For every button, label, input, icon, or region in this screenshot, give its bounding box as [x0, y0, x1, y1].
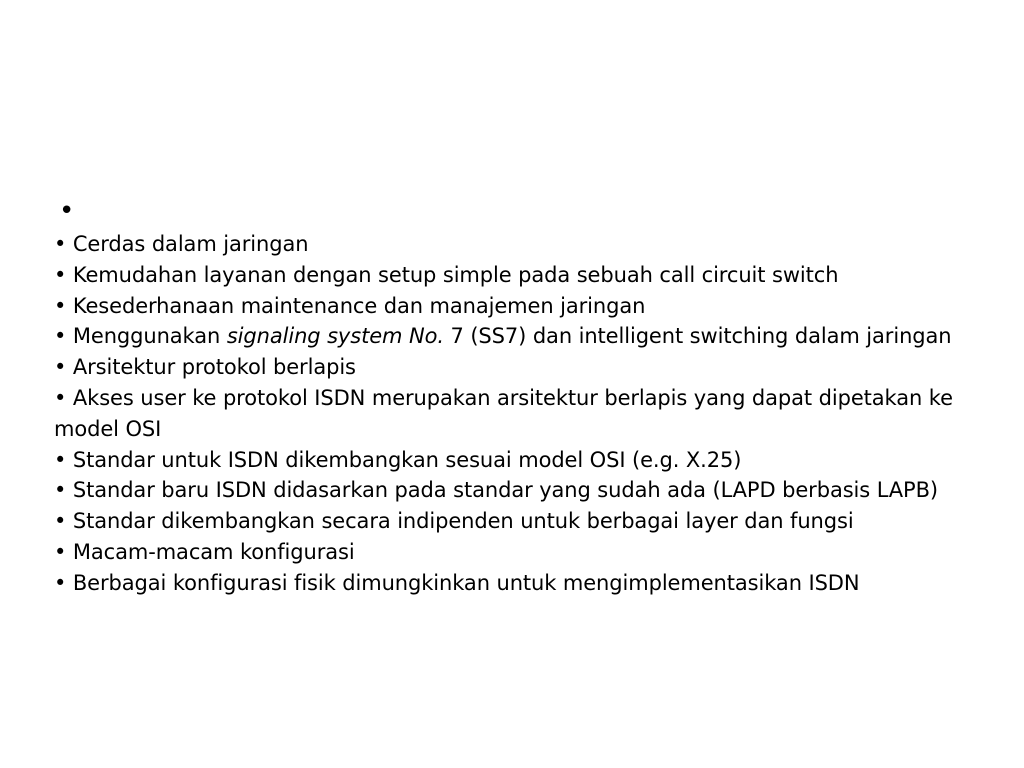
list-item: • Kesederhanaan maintenance dan manajemen jaringan — [54, 293, 646, 318]
list-item: • Standar untuk ISDN dikembangkan sesuai model OSI (e.g. X.25) — [54, 447, 742, 472]
list-item: • Standar baru ISDN didasarkan pada standar yang sudah ada (LAPD berbasis LAPB) — [54, 478, 939, 503]
list-item: • Standar dikembangkan secara indipenden untuk berbagai layer dan fungsi — [54, 509, 854, 534]
list-item: • Kemudahan layanan dengan setup simple pada sebuah call circuit switch — [54, 262, 839, 287]
list-item: • Arsitektur protokol berlapis — [54, 355, 356, 380]
list-item: • Macam-macam konfigurasi — [54, 539, 355, 564]
list-item: • Cerdas dalam jaringan — [54, 232, 309, 256]
list-item-italic-text: signaling system No. — [226, 324, 444, 349]
top-bullet: • — [59, 196, 75, 226]
list-item — [54, 321, 954, 352]
bullet-list — [54, 229, 954, 599]
list-item-text-before: • Menggunakan — [54, 324, 227, 349]
list-item-text-after: 7 (SS7) dan intelligent switching dalam jaringan — [443, 324, 952, 349]
list-item: • Akses user ke protokol ISDN merupakan arsitektur berlapis yang dapat dipetakan ke model OSI — [54, 385, 953, 441]
list-item: • Berbagai konfigurasi fisik dimungkinkan untuk mengimplementasikan ISDN — [54, 570, 860, 595]
